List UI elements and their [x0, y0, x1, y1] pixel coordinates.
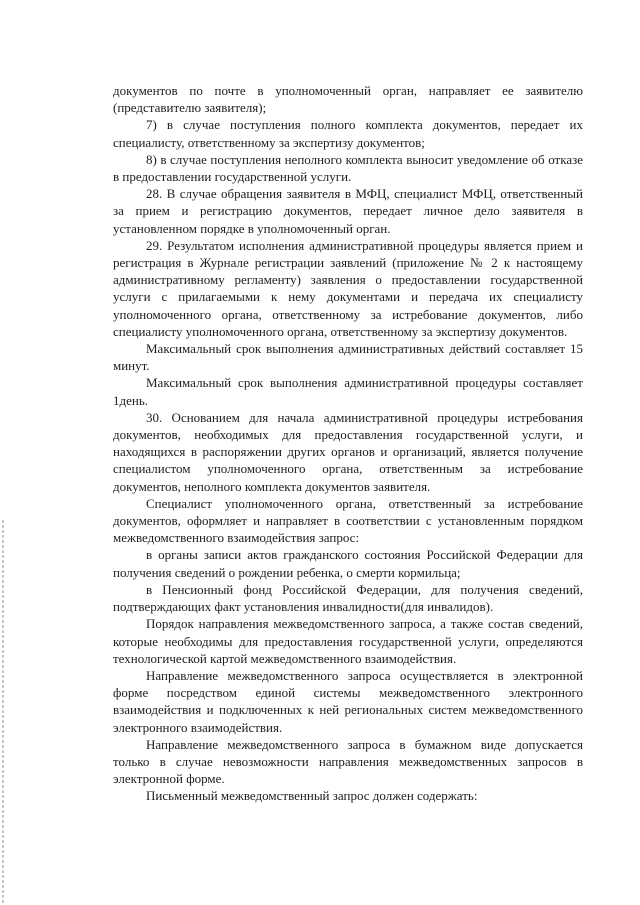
paragraph: Максимальный срок выполнения административной процедуры составляет 1день.: [113, 375, 583, 408]
paragraph: Направление межведомственного запроса в бумажном виде допускается только в случае невозможности направления межведомственных запросов в электронной форме.: [113, 736, 583, 787]
paragraph: 7) в случае поступления полного комплекта документов, передает их специалисту, ответственному за экспертизу документов;: [113, 117, 583, 150]
paragraph: Письменный межведомственный запрос должен содержать:: [146, 788, 478, 804]
document-page: [113, 82, 583, 805]
paragraph: документов по почте в уполномоченный орган, направляет ее заявителю (представителю заявителя);: [113, 83, 583, 116]
paragraph: 8) в случае поступления неполного комплекта выносит уведомление об отказе в предоставлении государственной услуги.: [113, 151, 583, 185]
paragraph: Максимальный срок выполнения административных действий составляет 15 минут.: [113, 341, 583, 374]
paragraph: Специалист уполномоченного органа, ответственный за истребование документов, оформляет и направляет в соответствии с установленным порядком межведомственного взаимодействия запрос:: [113, 495, 583, 546]
paragraph: Направление межведомственного запроса осуществляется в электронной форме посредством единой системы межведомственного электронного взаимодействия и подключенных к ней региональных систем межведомственного электронного взаимодействия.: [113, 667, 583, 735]
paragraph: 28. В случае обращения заявителя в МФЦ, специалист МФЦ, ответственный за прием и регистрацию документов, передает личное дело заявителя в установленном порядке в уполномоченный орган.: [113, 186, 583, 236]
paragraph: в Пенсионный фонд Российской Федерации, для получения сведений, подтверждающих факт установления инвалидности(для инвалидов).: [113, 581, 583, 615]
paragraph: в органы записи актов гражданского состояния Российской Федерации для получения сведений о рождении ребенка, о смерти кормильца;: [113, 547, 583, 580]
paragraph: Порядок направления межведомственного запроса, а также состав сведений, которые необходимы для предоставления государственной услуги, определяются технологической картой межведомственного взаимодействия.: [113, 616, 583, 666]
scan-edge-mark: [2, 520, 4, 905]
paragraph: 30. Основанием для начала административной процедуры истребования документов, необходимых для предоставления государственной услуги, и находящихся в распоряжении других органов и организаций, является получение специалистом уполномоченного органа, ответственным за истребование документов, неполного комплекта документов заявителя.: [113, 409, 583, 494]
paragraph: 29. Результатом исполнения административной процедуры является прием и регистрация в Журнале регистрации заявлений (приложение № 2 к настоящему административному регламенту) заявления о предоставлении государственной услуги с прилагаемыми к нему документами и передача их специалисту уполномоченного органа, ответственному за истребование документов, либо специалисту уполномоченного органа, ответственному за экспертизу документов.: [113, 237, 583, 339]
